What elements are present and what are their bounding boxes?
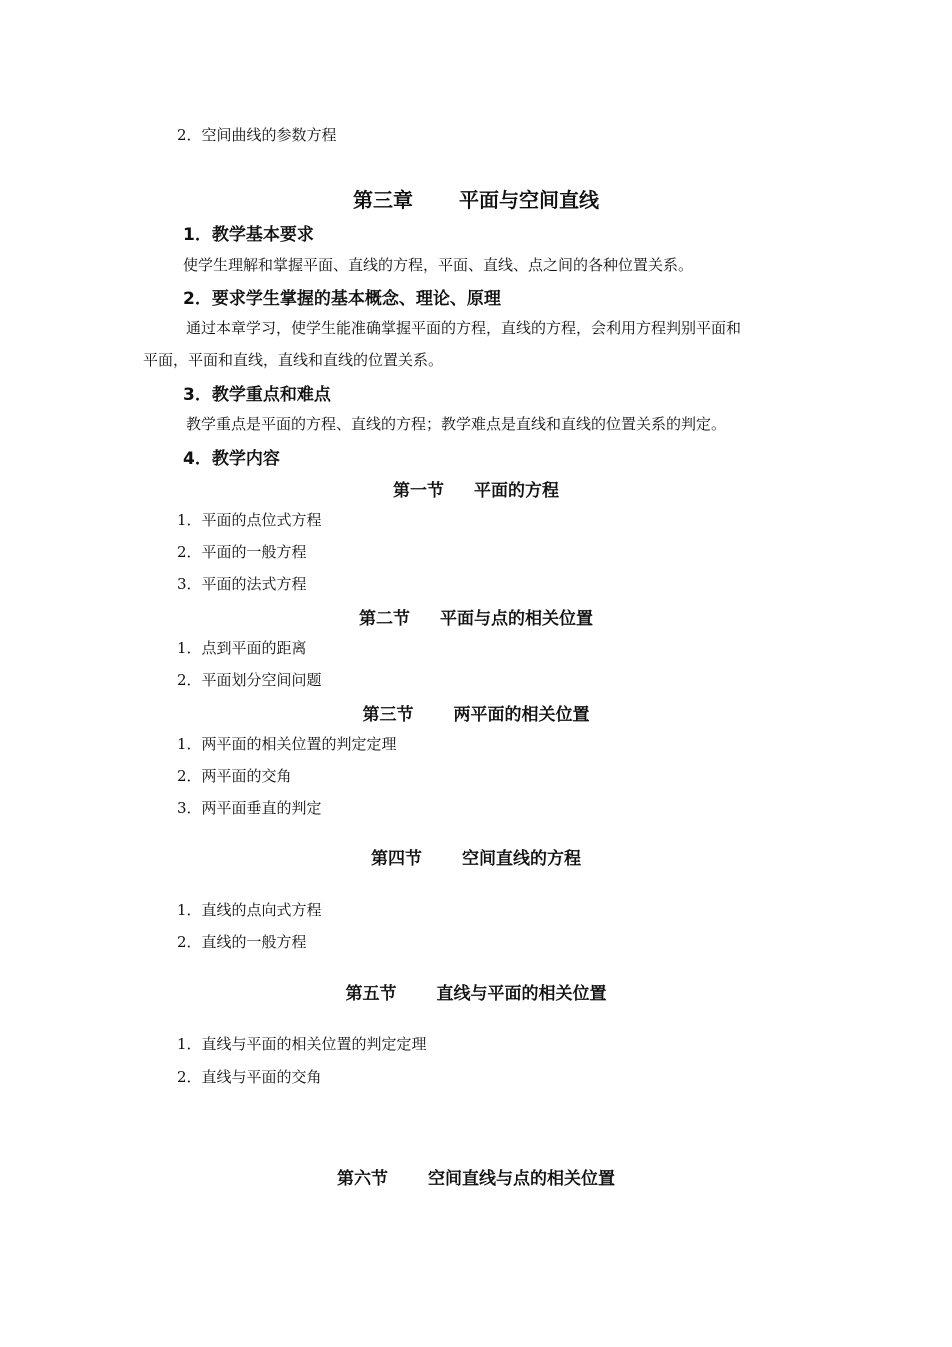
subsection-name: 空间直线的方程: [462, 849, 581, 869]
subsection-number: 第三节: [362, 705, 414, 725]
list-item: 2．直线与平面的交角: [177, 1068, 322, 1086]
subsection-title: [0, 844, 952, 869]
subsection-name: 两平面的相关位置: [453, 705, 590, 725]
subsection-title: [0, 979, 952, 1004]
subsection-name: 直线与平面的相关位置: [436, 984, 607, 1004]
section-heading: 4．教学内容: [183, 449, 280, 469]
list-item: 3．平面的法式方程: [177, 575, 307, 593]
subsection-number: 第六节: [337, 1169, 388, 1189]
list-item: 1．直线与平面的相关位置的判定定理: [177, 1035, 427, 1053]
paragraph: 教学重点是平面的方程、直线的方程；教学难点是直线和直线的位置关系的判定。: [186, 415, 727, 433]
list-item: 2．平面划分空间问题: [177, 671, 322, 689]
paragraph: 使学生理解和掌握平面、直线的方程，平面、直线、点之间的各种位置关系。: [183, 256, 694, 274]
list-item: 2．直线的一般方程: [177, 933, 307, 951]
subsection-title: [0, 604, 952, 629]
section-heading: 3．教学重点和难点: [183, 385, 331, 405]
list-item: 1．点到平面的距离: [177, 639, 307, 657]
section-heading: 2．要求学生掌握的基本概念、理论、原理: [183, 289, 501, 309]
chapter-name: 平面与空间直线: [459, 188, 599, 212]
subsection-title: [0, 1164, 952, 1189]
list-item: 1．平面的点位式方程: [177, 511, 322, 529]
subsection-name: 平面与点的相关位置: [440, 609, 593, 629]
subsection-number: 第四节: [371, 849, 422, 869]
paragraph: 平面，平面和直线，直线和直线的位置关系。: [143, 351, 444, 369]
subsection-name: 空间直线与点的相关位置: [428, 1169, 615, 1189]
paragraph: 通过本章学习，使学生能准确掌握平面的方程，直线的方程，会利用方程判别平面和: [186, 319, 742, 337]
list-item: 2．空间曲线的参数方程: [177, 126, 337, 144]
list-item: 2．平面的一般方程: [177, 543, 307, 561]
chapter-number: 第三章: [353, 188, 413, 212]
section-heading: 1．教学基本要求: [183, 225, 314, 245]
list-item: 1．两平面的相关位置的判定定理: [177, 735, 397, 753]
list-item: 3．两平面垂直的判定: [177, 799, 322, 817]
subsection-title: [0, 476, 952, 501]
subsection-number: 第五节: [345, 984, 397, 1004]
chapter-title: [0, 184, 952, 213]
subsection-number: 第二节: [359, 609, 410, 629]
subsection-number: 第一节: [393, 481, 444, 501]
list-item: 1．直线的点向式方程: [177, 901, 322, 919]
list-item: 2．两平面的交角: [177, 767, 292, 785]
subsection-name: 平面的方程: [474, 481, 559, 501]
subsection-title: [0, 700, 952, 725]
